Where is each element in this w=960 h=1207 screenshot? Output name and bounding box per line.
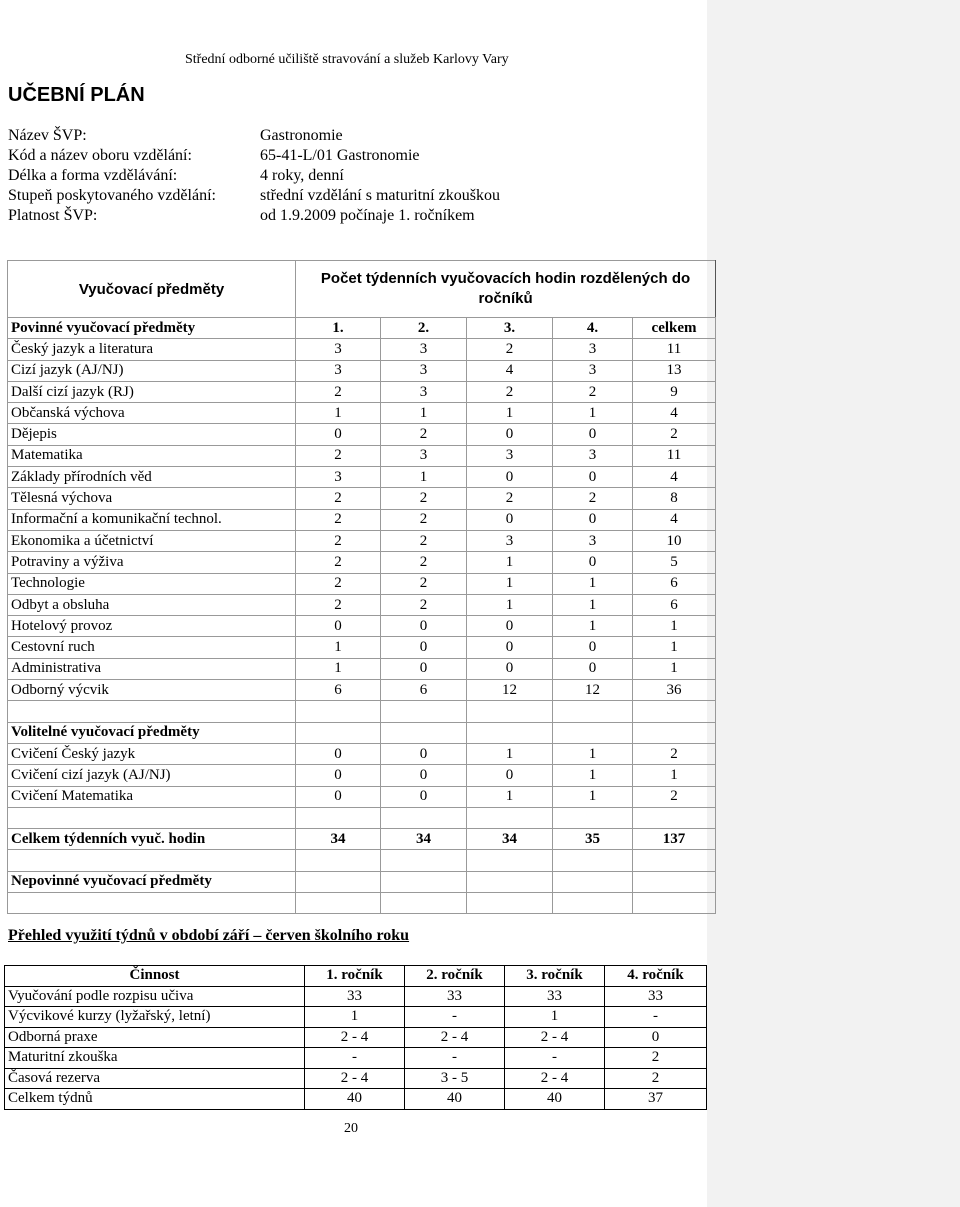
hours-cell: 12: [467, 680, 553, 701]
section-label: Volitelné vyučovací předměty: [8, 722, 296, 743]
empty-cell: [553, 807, 633, 828]
table-header-row: [5, 966, 707, 987]
hours-cell: 10: [633, 530, 716, 551]
hours-cell: 0: [467, 467, 553, 488]
table-row: [8, 594, 716, 615]
weeks-cell: 2 - 4: [305, 1068, 405, 1089]
hours-cell: 1: [553, 403, 633, 424]
hours-cell: 2: [381, 488, 467, 509]
column-header: 2.: [381, 318, 467, 339]
weeks-cell: 2 - 4: [505, 1068, 605, 1089]
info-value: 65-41-L/01 Gastronomie: [260, 147, 420, 164]
hours-cell: 1: [296, 637, 381, 658]
weeks-cell: -: [405, 1048, 505, 1069]
subject-name: Potraviny a výživa: [8, 552, 296, 573]
subject-name: Základy přírodních věd: [8, 467, 296, 488]
hours-cell: 0: [296, 424, 381, 445]
column-header: 3.: [467, 318, 553, 339]
table-row: [8, 360, 716, 381]
weeks-cell: 2: [605, 1048, 707, 1069]
hours-cell: 0: [553, 658, 633, 679]
empty-cell: [8, 850, 296, 871]
info-label: Platnost ŠVP:: [8, 207, 98, 224]
hours-cell: 3: [381, 381, 467, 402]
hours-cell: 1: [467, 573, 553, 594]
hours-cell: 1: [296, 403, 381, 424]
table-row: [8, 680, 716, 701]
table-row: [8, 616, 716, 637]
section-label: Povinné vyučovací předměty: [8, 318, 296, 339]
hours-cell: 1: [467, 403, 553, 424]
subject-name: Tělesná výchova: [8, 488, 296, 509]
info-value: od 1.9.2009 počínaje 1. ročníkem: [260, 207, 475, 224]
hours-cell: 2: [296, 445, 381, 466]
hours-cell: 0: [296, 765, 381, 786]
hours-cell: 2: [296, 381, 381, 402]
hours-cell: 3: [467, 445, 553, 466]
weeks-cell: 40: [505, 1089, 605, 1110]
subject-name: Odborný výcvik: [8, 680, 296, 701]
activity-name: Časová rezerva: [5, 1068, 305, 1089]
weeks-cell: 40: [405, 1089, 505, 1110]
info-row: [8, 206, 500, 226]
hours-cell: 0: [381, 743, 467, 764]
empty-row: [8, 807, 716, 828]
table-row: [8, 339, 716, 360]
hours-cell: 1: [553, 594, 633, 615]
activity-name: Vyučování podle rozpisu učiva: [5, 986, 305, 1007]
hours-cell: 3: [553, 360, 633, 381]
empty-cell: [553, 850, 633, 871]
hours-cell: 0: [296, 743, 381, 764]
hours-cell: 1: [553, 786, 633, 807]
activity-name: Maturitní zkouška: [5, 1048, 305, 1069]
hours-cell: 2: [296, 530, 381, 551]
overview-title: Přehled využití týdnů v období září – červen školního roku: [8, 927, 410, 944]
total-cell: 137: [633, 829, 716, 850]
table-row: [8, 743, 716, 764]
empty-cell: [467, 893, 553, 914]
empty-cell: [296, 807, 381, 828]
weeks-cell: 33: [605, 986, 707, 1007]
column-header: celkem: [633, 318, 716, 339]
hours-cell: 2: [296, 573, 381, 594]
hours-cell: 0: [381, 765, 467, 786]
hours-cell: 2: [296, 552, 381, 573]
hours-cell: 1: [633, 765, 716, 786]
hours-cell: 3: [296, 467, 381, 488]
empty-cell: [633, 722, 716, 743]
empty-cell: [296, 701, 381, 722]
hours-cell: 3: [296, 339, 381, 360]
empty-cell: [553, 701, 633, 722]
hours-cell: 5: [633, 552, 716, 573]
empty-cell: [296, 893, 381, 914]
subject-name: Český jazyk a literatura: [8, 339, 296, 360]
weeks-cell: 0: [605, 1027, 707, 1048]
hours-cell: 3: [296, 360, 381, 381]
hours-cell: 3: [467, 530, 553, 551]
hours-cell: 1: [553, 765, 633, 786]
hours-cell: 3: [381, 445, 467, 466]
table-row: [5, 1068, 707, 1089]
table-row: [5, 986, 707, 1007]
empty-cell: [8, 807, 296, 828]
hours-cell: 1: [467, 594, 553, 615]
empty-cell: [381, 850, 467, 871]
hours-cell: 0: [553, 509, 633, 530]
column-header: 4. ročník: [605, 966, 707, 987]
table-header-row: [8, 261, 716, 318]
weeks-cell: 2 - 4: [505, 1027, 605, 1048]
hours-cell: 3: [553, 530, 633, 551]
empty-cell: [296, 850, 381, 871]
info-label: Délka a forma vzdělávání:: [8, 167, 178, 184]
table-row: [8, 530, 716, 551]
hours-cell: 2: [633, 786, 716, 807]
subject-name: Odbyt a obsluha: [8, 594, 296, 615]
empty-cell: [8, 893, 296, 914]
hours-cell: 12: [553, 680, 633, 701]
empty-cell: [381, 722, 467, 743]
subject-name: Cvičení Matematika: [8, 786, 296, 807]
column-header: Činnost: [5, 966, 305, 987]
hours-cell: 1: [633, 658, 716, 679]
weeks-cell: 33: [505, 986, 605, 1007]
table-row: [5, 1089, 707, 1110]
hours-cell: 1: [296, 658, 381, 679]
empty-cell: [296, 871, 381, 892]
hours-cell: 11: [633, 339, 716, 360]
subject-name: Matematika: [8, 445, 296, 466]
empty-cell: [467, 807, 553, 828]
section-header-row: [8, 318, 716, 339]
noncompulsory-section-row: [8, 871, 716, 892]
hours-cell: 0: [467, 765, 553, 786]
hours-cell: 0: [467, 509, 553, 530]
hours-cell: 4: [633, 403, 716, 424]
hours-cell: 13: [633, 360, 716, 381]
total-row: [8, 829, 716, 850]
subjects-header: Vyučovací předměty: [8, 261, 296, 318]
empty-cell: [553, 893, 633, 914]
table-row: [8, 765, 716, 786]
hours-cell: 0: [553, 552, 633, 573]
subject-name: Technologie: [8, 573, 296, 594]
empty-cell: [553, 722, 633, 743]
subject-name: Informační a komunikační technol.: [8, 509, 296, 530]
subject-name: Ekonomika a účetnictví: [8, 530, 296, 551]
weeks-cell: 37: [605, 1089, 707, 1110]
hours-cell: 1: [633, 616, 716, 637]
hours-cell: 0: [381, 658, 467, 679]
total-label: Celkem týdenních vyuč. hodin: [8, 829, 296, 850]
hours-cell: 6: [296, 680, 381, 701]
info-row: [8, 126, 500, 146]
empty-cell: [8, 701, 296, 722]
table-row: [8, 637, 716, 658]
table-row: [8, 488, 716, 509]
hours-cell: 1: [633, 637, 716, 658]
empty-cell: [381, 701, 467, 722]
weeks-cell: 40: [305, 1089, 405, 1110]
table-row: [5, 1027, 707, 1048]
hours-header: Počet týdenních vyučovacích hodin rozdělených do ročníků: [296, 261, 716, 318]
empty-cell: [467, 871, 553, 892]
empty-cell: [381, 807, 467, 828]
weeks-cell: -: [305, 1048, 405, 1069]
hours-cell: 2: [553, 381, 633, 402]
info-value: Gastronomie: [260, 127, 343, 144]
activity-name: Odborná praxe: [5, 1027, 305, 1048]
activity-name: Výcvikové kurzy (lyžařský, letní): [5, 1007, 305, 1028]
hours-cell: 2: [467, 339, 553, 360]
hours-cell: 1: [553, 573, 633, 594]
subject-name: Další cizí jazyk (RJ): [8, 381, 296, 402]
info-value: střední vzdělání s maturitní zkouškou: [260, 187, 500, 204]
weeks-cell: 2 - 4: [405, 1027, 505, 1048]
column-header: 4.: [553, 318, 633, 339]
hours-cell: 2: [296, 509, 381, 530]
section-label: Nepovinné vyučovací předměty: [8, 871, 296, 892]
empty-cell: [467, 701, 553, 722]
table-row: [8, 552, 716, 573]
total-cell: 34: [296, 829, 381, 850]
hours-cell: 1: [467, 786, 553, 807]
hours-cell: 6: [633, 573, 716, 594]
hours-cell: 4: [633, 509, 716, 530]
empty-cell: [381, 871, 467, 892]
empty-cell: [633, 701, 716, 722]
hours-cell: 2: [381, 573, 467, 594]
empty-cell: [553, 871, 633, 892]
subject-name: Občanská výchova: [8, 403, 296, 424]
weeks-cell: 1: [505, 1007, 605, 1028]
hours-cell: 3: [381, 360, 467, 381]
hours-cell: 3: [553, 445, 633, 466]
info-row: [8, 186, 500, 206]
hours-cell: 36: [633, 680, 716, 701]
hours-cell: 6: [633, 594, 716, 615]
column-header: 1. ročník: [305, 966, 405, 987]
table-row: [8, 509, 716, 530]
empty-cell: [296, 722, 381, 743]
table-row: [8, 658, 716, 679]
hours-cell: 0: [553, 637, 633, 658]
hours-cell: 0: [467, 616, 553, 637]
info-label: Kód a název oboru vzdělání:: [8, 147, 192, 164]
program-info: [8, 126, 500, 226]
hours-cell: 1: [467, 552, 553, 573]
hours-cell: 2: [553, 488, 633, 509]
info-label: Stupeň poskytovaného vzdělání:: [8, 187, 216, 204]
subject-name: Cvičení Český jazyk: [8, 743, 296, 764]
hours-cell: 1: [553, 616, 633, 637]
info-label: Název ŠVP:: [8, 127, 87, 144]
hours-cell: 2: [381, 424, 467, 445]
subject-name: Cizí jazyk (AJ/NJ): [8, 360, 296, 381]
info-row: [8, 166, 500, 186]
table-row: [8, 467, 716, 488]
hours-cell: 2: [467, 381, 553, 402]
hours-cell: 2: [467, 488, 553, 509]
hours-cell: 0: [296, 616, 381, 637]
page-number: 20: [344, 1121, 358, 1136]
hours-cell: 2: [381, 530, 467, 551]
info-row: [8, 146, 500, 166]
empty-cell: [381, 893, 467, 914]
weeks-cell: -: [505, 1048, 605, 1069]
table-row: [5, 1007, 707, 1028]
hours-cell: 1: [381, 467, 467, 488]
hours-cell: 0: [467, 637, 553, 658]
hours-cell: 2: [633, 424, 716, 445]
empty-row: [8, 850, 716, 871]
table-row: [8, 403, 716, 424]
weeks-cell: 1: [305, 1007, 405, 1028]
hours-cell: 3: [553, 339, 633, 360]
empty-cell: [633, 850, 716, 871]
empty-cell: [633, 807, 716, 828]
subject-name: Administrativa: [8, 658, 296, 679]
hours-cell: 6: [381, 680, 467, 701]
weeks-cell: 33: [405, 986, 505, 1007]
weeks-overview-table: [4, 965, 707, 1110]
column-header: 3. ročník: [505, 966, 605, 987]
column-header: 2. ročník: [405, 966, 505, 987]
table-row: [8, 786, 716, 807]
hours-cell: 0: [296, 786, 381, 807]
total-cell: 34: [467, 829, 553, 850]
hours-cell: 0: [381, 786, 467, 807]
hours-cell: 11: [633, 445, 716, 466]
empty-cell: [467, 722, 553, 743]
weeks-cell: -: [405, 1007, 505, 1028]
subject-name: Hotelový provoz: [8, 616, 296, 637]
optional-section-row: [8, 722, 716, 743]
table-row: [5, 1048, 707, 1069]
weeks-cell: -: [605, 1007, 707, 1028]
weeks-cell: 2 - 4: [305, 1027, 405, 1048]
document-title: UČEBNÍ PLÁN: [8, 84, 145, 106]
hours-cell: 2: [296, 594, 381, 615]
hours-cell: 1: [467, 743, 553, 764]
table-row: [8, 424, 716, 445]
hours-cell: 4: [633, 467, 716, 488]
hours-cell: 2: [381, 552, 467, 573]
weeks-cell: 2: [605, 1068, 707, 1089]
hours-cell: 0: [467, 424, 553, 445]
info-value: 4 roky, denní: [260, 167, 344, 184]
total-cell: 34: [381, 829, 467, 850]
empty-cell: [633, 893, 716, 914]
hours-cell: 1: [553, 743, 633, 764]
column-header: 1.: [296, 318, 381, 339]
weeks-cell: 3 - 5: [405, 1068, 505, 1089]
table-row: [8, 445, 716, 466]
hours-cell: 2: [633, 743, 716, 764]
empty-cell: [467, 850, 553, 871]
subject-name: Cvičení cizí jazyk (AJ/NJ): [8, 765, 296, 786]
hours-cell: 2: [296, 488, 381, 509]
hours-cell: 1: [381, 403, 467, 424]
curriculum-table: [7, 260, 716, 914]
hours-cell: 4: [467, 360, 553, 381]
empty-row: [8, 893, 716, 914]
hours-cell: 2: [381, 509, 467, 530]
total-cell: 35: [553, 829, 633, 850]
hours-cell: 9: [633, 381, 716, 402]
school-header: Střední odborné učiliště stravování a služeb Karlovy Vary: [185, 52, 509, 67]
empty-row: [8, 701, 716, 722]
empty-cell: [633, 871, 716, 892]
subject-name: Dějepis: [8, 424, 296, 445]
hours-cell: 8: [633, 488, 716, 509]
hours-cell: 3: [381, 339, 467, 360]
hours-cell: 0: [381, 637, 467, 658]
hours-cell: 0: [553, 424, 633, 445]
hours-cell: 0: [381, 616, 467, 637]
hours-cell: 0: [553, 467, 633, 488]
hours-cell: 0: [467, 658, 553, 679]
table-row: [8, 573, 716, 594]
table-row: [8, 381, 716, 402]
margin-panel: [707, 0, 960, 1207]
activity-name: Celkem týdnů: [5, 1089, 305, 1110]
weeks-cell: 33: [305, 986, 405, 1007]
subject-name: Cestovní ruch: [8, 637, 296, 658]
hours-cell: 2: [381, 594, 467, 615]
